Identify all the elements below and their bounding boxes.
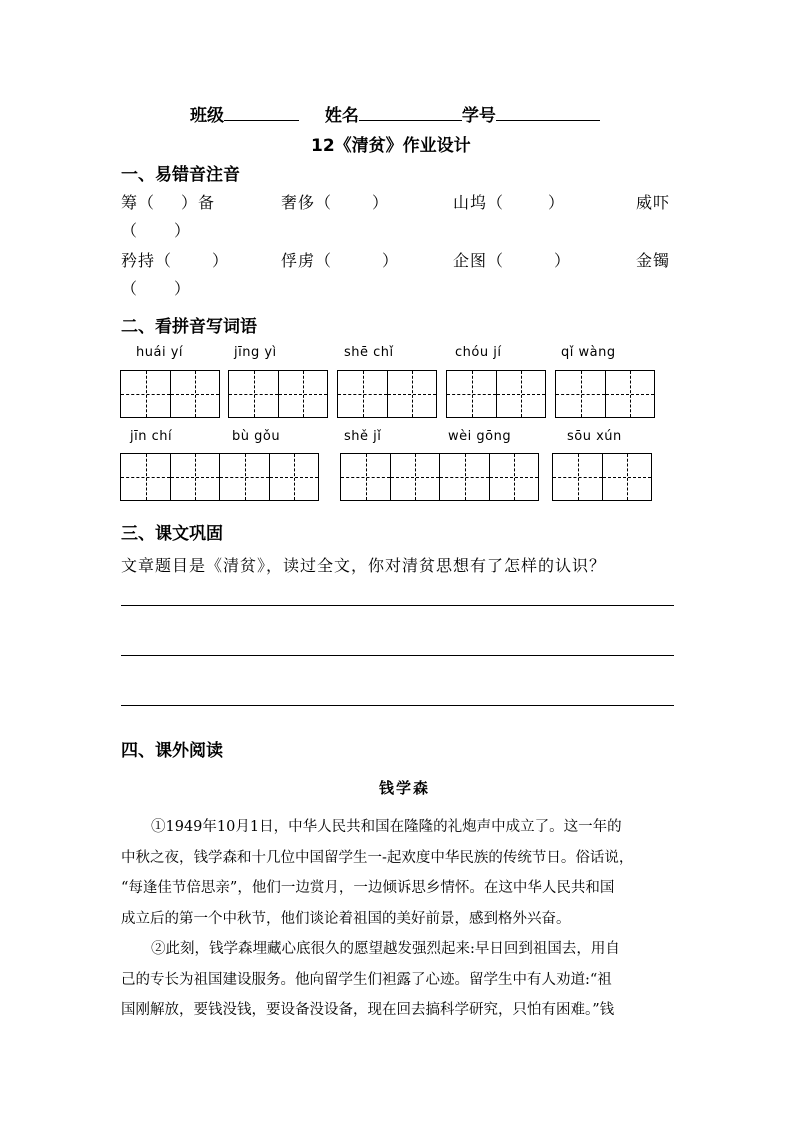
pinyin-label: chóu jí	[455, 345, 502, 360]
pinyin-label: jīn chí	[130, 429, 173, 444]
pinyin-item-1: 筹（ ）备	[121, 193, 216, 212]
writing-grid[interactable]	[552, 453, 652, 501]
article-paragraph-2: ②此刻，钱学森埋藏心底很久的愿望越发强烈起来:早日回到祖国去，用自 己的专长为祖国建设服务。他向留学生们袒露了心迹。留学生中有人劝道:“祖 国刚解放，要钱没钱，要设备没设备，现在回去搞科学研究，只怕有困难。”钱	[121, 941, 620, 1018]
pinyin-item-6: 俘虏（ ）	[281, 251, 400, 270]
pinyin-label: shē chǐ	[344, 345, 394, 360]
writing-grid[interactable]	[228, 370, 328, 418]
section1-heading: 一、易错音注音	[121, 165, 240, 185]
name-blank[interactable]	[359, 104, 462, 121]
class-blank[interactable]	[224, 104, 299, 121]
pinyin-item-4-paren: （ ）	[121, 221, 192, 240]
answer-line[interactable]	[121, 605, 674, 606]
student-info-line	[190, 101, 600, 126]
article-paragraph-1: ①1949年10月1日，中华人民共和国在隆隆的礼炮声中成立了。这一年的 中秋之夜，钱学森和十几位中国留学生一-起欢度中华民族的传统节日。俗话说， “每逢佳节倍思亲”，他们一边赏月，一边倾诉思乡情怀。在这中华人民共和国 成立后的第一个中秋节，他们谈论着祖国的美好前景，感到格外兴奋。	[121, 819, 634, 927]
pinyin-label: bù gǒu	[232, 429, 281, 444]
section3-question: 文章题目是《清贫》，读过全文，你对清贫思想有了怎样的认识？	[121, 556, 607, 575]
writing-grid[interactable]	[446, 370, 546, 418]
pinyin-item-4-word: 威吓	[636, 193, 671, 212]
pinyin-item-7: 企图（ ）	[453, 251, 572, 270]
name-label: 姓名	[324, 106, 359, 126]
writing-grid[interactable]	[120, 453, 220, 501]
pinyin-label: wèi gōng	[448, 429, 512, 444]
writing-grid[interactable]	[219, 453, 319, 501]
pinyin-label: huái yí	[136, 345, 183, 360]
pinyin-label: sōu xún	[567, 429, 622, 444]
writing-grid[interactable]	[555, 370, 655, 418]
writing-grid[interactable]	[120, 370, 220, 418]
answer-line[interactable]	[121, 705, 674, 706]
pinyin-label: shě jǐ	[344, 429, 382, 444]
pinyin-label: jīng yì	[234, 345, 277, 360]
class-label: 班级	[190, 106, 224, 126]
pinyin-item-3: 山坞（ ）	[453, 193, 566, 212]
writing-grid[interactable]	[340, 453, 440, 501]
page-title: 12《清贫》作业设计	[311, 136, 471, 156]
section4-heading: 四、课外阅读	[121, 741, 223, 761]
section3-heading: 三、课文巩固	[121, 524, 223, 544]
article-title: 钱学森	[379, 779, 431, 797]
pinyin-label: qǐ wàng	[561, 345, 616, 360]
pinyin-item-8-paren: （ ）	[121, 279, 192, 298]
pinyin-item-8-word: 金镯	[636, 251, 671, 270]
id-blank[interactable]	[496, 104, 600, 121]
answer-line[interactable]	[121, 655, 674, 656]
section2-heading: 二、看拼音写词语	[121, 317, 257, 337]
id-label: 学号	[461, 106, 496, 126]
writing-grid[interactable]	[439, 453, 539, 501]
pinyin-item-5: 矜持（ ）	[121, 251, 230, 270]
pinyin-item-2: 奢侈（ ）	[281, 193, 390, 212]
writing-grid[interactable]	[337, 370, 437, 418]
